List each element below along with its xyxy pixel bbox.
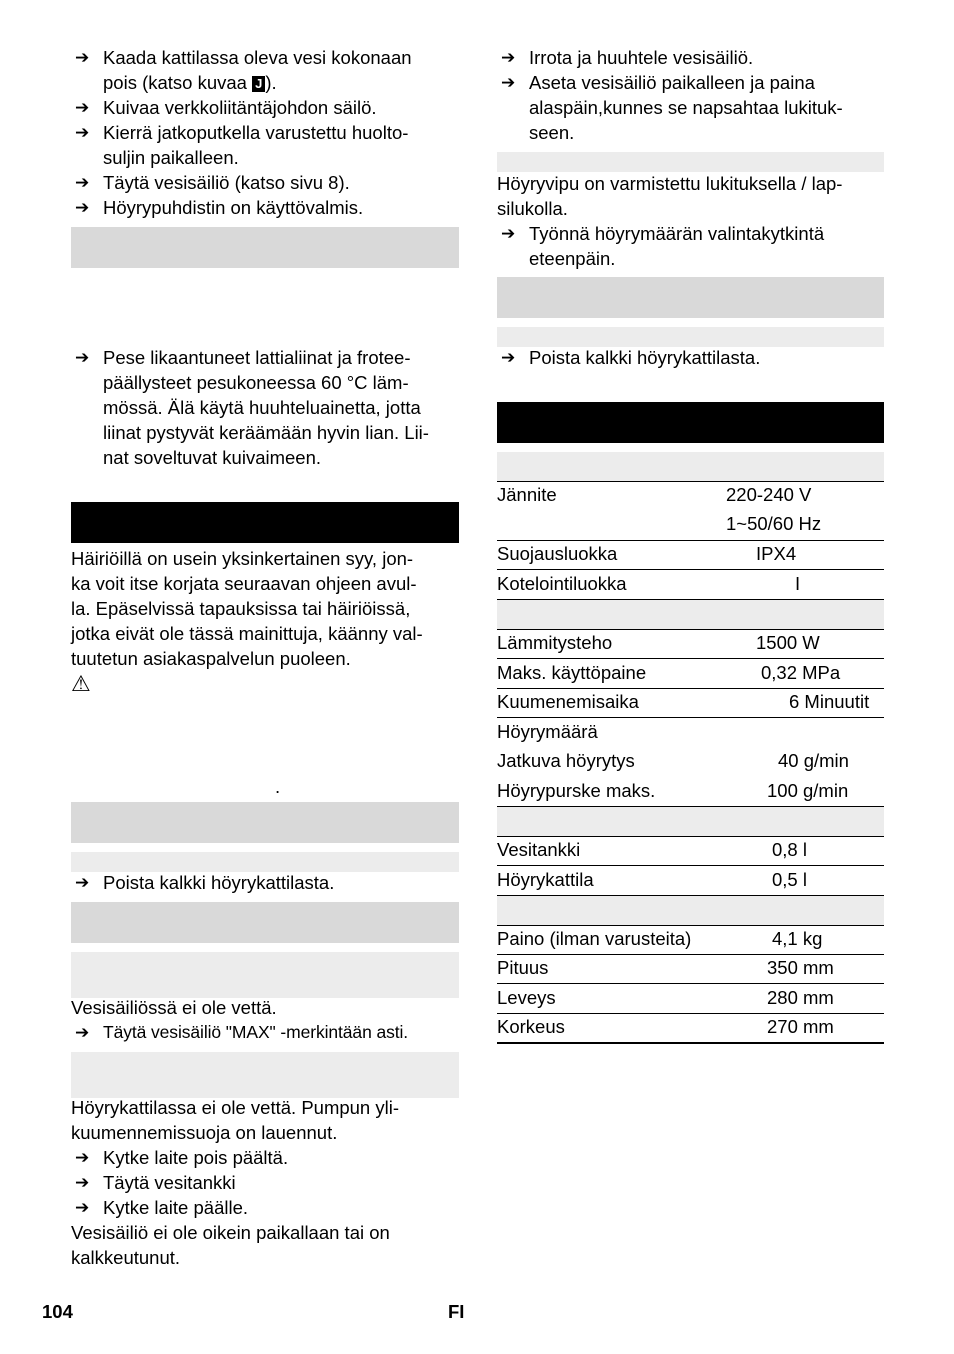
list-item-text: Kierrä jatkoputkella varustettu huolto- [103,122,409,143]
list-item-text: pois (katso kuvaa J ). [103,72,277,93]
language-code: FI [448,1301,465,1322]
list-item [71,345,459,470]
spec-value: 4,1 kg [772,928,823,949]
list-item [497,345,884,370]
spec-label: Kuumenemisaika [497,691,639,712]
arrow-icon: ➔ [75,48,90,67]
spec-label: Jännite [497,484,557,505]
list-item-text: mössä. Älä käytä huuhteluainetta, jotta [103,397,421,418]
spec-value: 1500 W [756,632,820,653]
list-item-text: Kytke laite päälle. [103,1197,249,1218]
section-heading-bar [71,227,459,268]
list-item-text: Työnnä höyrymäärän valintakytkintä [529,223,825,244]
spec-value: 6 Minuutit [789,691,870,712]
list-item [497,45,884,70]
stray-dot: . [275,776,281,797]
subheading-bar [497,327,884,347]
arrow-icon: ➔ [75,348,90,367]
subheading-bar [71,852,459,872]
list-item [71,195,459,220]
arrow-icon: ➔ [75,1173,90,1192]
spec-value: 100 g/min [767,780,849,801]
spec-value: 1~50/60 Hz [726,513,822,534]
warning-icon: ⚠ [71,671,91,696]
arrow-icon: ➔ [501,73,516,92]
table-group-header [497,807,884,836]
arrow-icon: ➔ [75,123,90,142]
list-item [71,95,459,120]
list-item-text: Irrota ja huuhtele vesisäiliö. [529,47,754,68]
chapter-heading-bar [497,402,884,443]
arrow-icon: ➔ [75,1148,90,1167]
spec-label: Kotelointiluokka [497,573,627,594]
table-bottom-rule [497,1042,884,1044]
paragraph-line: silukolla. [497,198,568,219]
list-item [71,1170,459,1195]
arrow-icon: ➔ [501,224,516,243]
arrow-icon: ➔ [75,98,90,117]
chapter-heading-bar [71,502,459,543]
spec-value: 220-240 V [726,484,812,505]
list-item-text: eteenpäin. [529,248,616,269]
list-item-text: Poista kalkki höyrykattilasta. [529,347,761,368]
spec-value: IPX4 [756,543,797,564]
subheading-bar [71,952,459,998]
list-item [497,221,884,271]
table-rule [497,983,884,984]
list-item-text: Täytä vesisäiliö "MAX" -merkintään asti. [103,1022,409,1042]
spec-label: Höyrypurske maks. [497,780,656,801]
section-heading-bar [71,902,459,943]
spec-label: Korkeus [497,1016,565,1037]
spec-label: Höyrykattila [497,869,594,890]
spec-label: Vesitankki [497,839,581,860]
spec-label: Pituus [497,957,549,978]
list-item-text: Kytke laite pois päältä. [103,1147,289,1168]
list-item-text: suljin paikalleen. [103,147,239,168]
list-item-text: Täytä vesisäiliö (katso sivu 8). [103,172,350,193]
section-heading-bar [497,277,884,318]
table-rule [497,569,884,570]
list-item-text: liinat pystyvät keräämään hyvin lian. Lii- [103,422,429,443]
arrow-icon: ➔ [75,198,90,217]
list-item [497,70,884,145]
paragraph-line: kalkkeutunut. [71,1247,181,1268]
list-item-text: päällysteet pesukoneessa 60 °C läm- [103,372,409,393]
arrow-icon: ➔ [501,48,516,67]
subheading-bar [71,1052,459,1098]
spec-label: Leveys [497,987,556,1008]
spec-value: 350 mm [767,957,834,978]
paragraph-line: tuutetun asiakaspalvelun puoleen. [71,648,351,669]
list-item [71,1020,459,1045]
table-rule [497,717,884,718]
paragraph [71,1095,459,1145]
arrow-icon: ➔ [75,173,90,192]
paragraph-line: Häiriöillä on usein yksinkertainen syy, jon- [71,548,414,569]
page-number: 104 [42,1301,73,1322]
list-item [71,170,459,195]
spec-label: Höyrymäärä [497,721,598,742]
table-group-header [497,452,884,481]
spec-value: 40 g/min [778,750,849,771]
list-item [71,45,459,95]
spec-value: 280 mm [767,987,834,1008]
spec-value: 0,5 l [772,869,807,890]
list-item-text: alaspäin,kunnes se napsahtaa lukituk- [529,97,843,118]
spec-label: Maks. käyttöpaine [497,662,647,683]
paragraph-line: ka voit itse korjata seuraavan ohjeen avul- [71,573,417,594]
arrow-icon: ➔ [501,348,516,367]
spec-value: 270 mm [767,1016,834,1037]
list-item-text: Pese likaantuneet lattialiinat ja frotee- [103,347,411,368]
paragraph-line: Vesisäiliössä ei ole vettä. [71,997,277,1018]
list-item-text: Täytä vesitankki [103,1172,236,1193]
paragraph [497,171,884,221]
paragraph-line: kuumennemissuoja on lauennut. [71,1122,338,1143]
paragraph-line: la. Epäselvissä tapauksissa tai häiriöissä, [71,598,411,619]
spec-label: Suojausluokka [497,543,618,564]
paragraph-line: Höyryvipu on varmistettu lukituksella / lap- [497,173,843,194]
figure-key-badge: J [252,76,265,92]
spec-label: Lämmitysteho [497,632,613,653]
table-group-header [497,896,884,925]
arrow-icon: ➔ [75,873,90,892]
paragraph-line: Vesisäiliö ei ole oikein paikallaan tai on [71,1222,390,1243]
list-item-text: Aseta vesisäiliö paikalleen ja paina [529,72,815,93]
list-item-text: nat soveltuvat kuivaimeen. [103,447,322,468]
list-item [71,120,459,170]
spec-value: 0,8 l [772,839,807,860]
intro-paragraph [71,546,459,671]
table-group-header [497,600,884,629]
list-item-text: Höyrypuhdistin on käyttövalmis. [103,197,364,218]
list-item [71,870,459,895]
list-item [71,1145,459,1170]
spec-label: Jatkuva höyrytys [497,750,635,771]
section-heading-bar [71,802,459,843]
subheading-bar [497,152,884,172]
table-rule [497,865,884,866]
table-rule [497,658,884,659]
arrow-icon: ➔ [75,1023,90,1042]
list-item-text: seen. [529,122,575,143]
list-item-text: Poista kalkki höyrykattilasta. [103,872,335,893]
paragraph [71,1220,459,1270]
spec-value: I [795,573,801,594]
spec-value: 0,32 MPa [761,662,841,683]
list-item-text: Kaada kattilassa oleva vesi kokonaan [103,47,412,68]
paragraph-line: jotka eivät ole tässä mainittuja, käänny val- [71,623,423,644]
list-item [71,1195,459,1220]
paragraph-line: Höyrykattilassa ei ole vettä. Pumpun yli- [71,1097,399,1118]
arrow-icon: ➔ [75,1198,90,1217]
spec-label: Paino (ilman varusteita) [497,928,692,949]
list-item-text: Kuivaa verkkoliitäntäjohdon säilö. [103,97,377,118]
